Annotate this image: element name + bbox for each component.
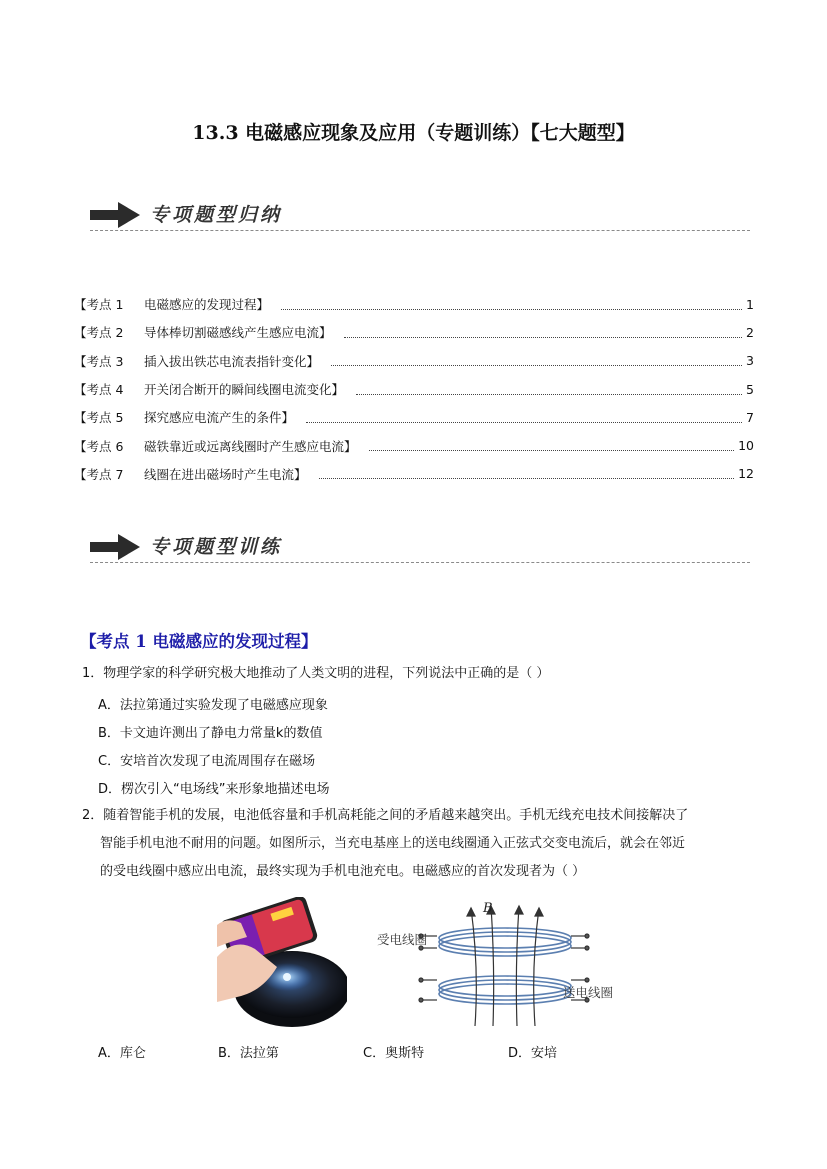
toc-item[interactable]: 【考点 1 电磁感应的发现过程】 1 [74,296,754,313]
arrow-icon [90,534,140,560]
question-2-stem: 2．随着智能手机的发展，电池低容量和手机高耗能之间的矛盾越来越突出。手机无线充电技术间接解决了 智能手机电池不耐用的问题。如图所示，当充电基座上的送电线圈通入正弦式交变电流后，就会在邻近 的受电线圈中感应出电流，最终实现为手机电池充电。电磁感应的首次发现者为（ ） [82,808,689,879]
page-number: 7 [746,409,754,425]
page-number: 12 [738,466,754,482]
leader-dots [356,384,742,395]
wireless-charger-photo [217,897,347,1032]
page-number: 2 [746,324,754,340]
dashed-divider [90,562,750,563]
toc-item[interactable]: 【考点 2 导体棒切割磁感线产生感应电流】 2 [74,324,754,341]
page-number: 3 [746,353,754,369]
toc-item[interactable]: 【考点 6 磁铁靠近或远离线圈时产生感应电流】 10 [74,438,754,454]
table-of-contents [74,290,754,488]
section-heading: 【考点 1 电磁感应的发现过程】 [80,632,318,651]
toc-item[interactable]: 【考点 4 开关闭合断开的瞬间线圈电流变化】 5 [74,381,754,398]
leader-dots [369,440,735,451]
section-banner-summary [90,198,750,238]
toc-item[interactable]: 【考点 7 线圈在进出磁场时产生电流】 12 [74,466,754,482]
question-1-stem: 1．物理学家的科学研究极大地推动了人类文明的进程，下列说法中正确的是（ ） [82,666,550,681]
q1-option-b[interactable]: B．卡文迪许测出了静电力常量k的数值 [98,726,323,741]
banner-text: 专项题型归纳 [150,204,283,226]
toc-item[interactable]: 【考点 3 插入拔出铁芯电流表指针变化】 3 [74,353,754,369]
page-title: 13.3 电磁感应现象及应用（专题训练）【七大题型】 [192,122,635,144]
q1-option-c[interactable]: C．安培首次发现了电流周围存在磁场 [98,754,316,769]
q2-option-a[interactable]: A．库仑 [98,1046,146,1061]
leader-dots [319,468,735,479]
dashed-divider [90,230,750,231]
field-label-b: B [483,901,493,916]
page-number: 1 [746,296,754,312]
section-banner-training [90,530,750,570]
page-number: 10 [738,438,754,454]
receive-coil-label: 受电线圈 [377,932,428,947]
q2-option-d[interactable]: D．安培 [508,1046,558,1061]
q1-option-a[interactable]: A．法拉第通过实验发现了电磁感应现象 [98,698,328,713]
banner-text: 专项题型训练 [150,536,283,558]
leader-dots [281,299,742,310]
coil-diagram [375,898,635,1033]
leader-dots [331,355,742,366]
q1-option-d[interactable]: D．楞次引入“电场线”来形象地描述电场 [98,782,330,797]
leader-dots [306,412,742,423]
page-number: 5 [746,381,754,397]
arrow-icon [90,202,140,228]
leader-dots [344,327,743,338]
send-coil-label: 送电线圈 [563,985,614,1000]
toc-item[interactable]: 【考点 5 探究感应电流产生的条件】 7 [74,409,754,426]
q2-option-c[interactable]: C．奥斯特 [363,1046,425,1061]
q2-option-b[interactable]: B．法拉第 [218,1046,279,1061]
